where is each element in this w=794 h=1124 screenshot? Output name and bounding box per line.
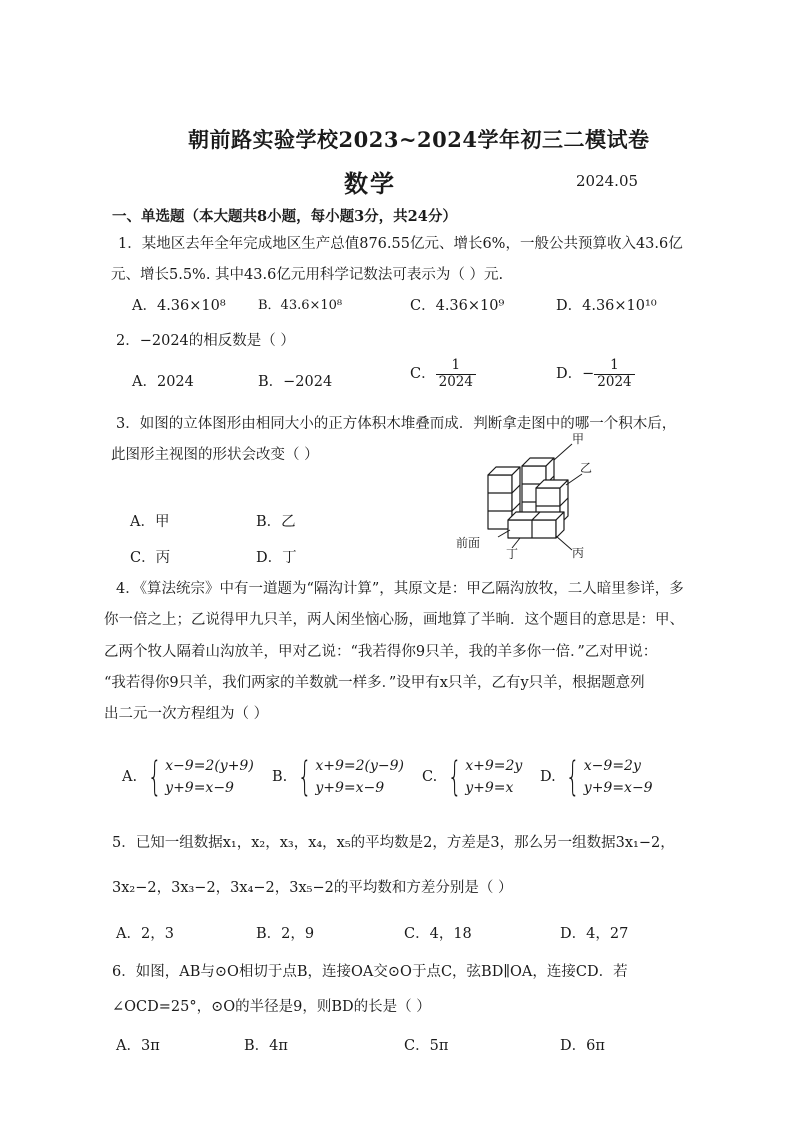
equation-system <box>142 755 254 799</box>
equation-1: x−9=2y <box>583 758 641 774</box>
q3-option-d: D．丁 <box>256 550 297 566</box>
equation-1: x+9=2(y−9) <box>315 758 404 774</box>
q4-option-d <box>540 755 653 799</box>
q2-option-c <box>410 358 476 390</box>
equation-2: y+9=x−9 <box>165 780 234 796</box>
q4-option-c-label: C. <box>422 769 438 785</box>
fig-label-yi: 乙 <box>580 461 593 475</box>
q3-option-a: A．甲 <box>130 514 170 530</box>
q6-option-d: D．6π <box>560 1038 605 1054</box>
q1-line1: 1．某地区去年全年完成地区生产总值876.55亿元、增长6%，一般公共预算收入43.6亿 <box>118 236 683 252</box>
equation-system <box>560 755 652 799</box>
q1-line2: 元、增长5.5%. 其中43.6亿元用科学记数法可表示为（ ）元. <box>111 267 504 283</box>
q2-option-c-fraction <box>436 358 476 390</box>
cube-row-front <box>508 512 564 538</box>
q2-stem: 2．−2024的相反数是（ ） <box>116 333 295 349</box>
fig-label-front: 前面 <box>456 536 481 550</box>
q2-option-d-label: D．− <box>556 366 595 383</box>
equation-system <box>292 755 404 799</box>
q4-line2: 你一倍之上；乙说得甲九只羊，两人闲坐恼心肠，画地算了半晌．这个题目的意思是：甲、 <box>104 612 684 628</box>
q3-option-c: C．丙 <box>130 550 171 566</box>
q4-option-d-label: D. <box>540 769 556 785</box>
q1-option-b: B．43.6×10⁸ <box>258 298 343 313</box>
equation-1: x−9=2(y+9) <box>165 758 254 774</box>
q3-cube-figure <box>440 430 620 565</box>
q2-option-d <box>556 358 635 390</box>
subject-title: 数学 <box>344 169 396 198</box>
exam-date: 2024.05 <box>576 172 639 190</box>
equation-1: x+9=2y <box>465 758 523 774</box>
q5-option-d: D．4，27 <box>560 926 629 942</box>
q2-option-c-label: C． <box>410 366 436 383</box>
q3-option-b: B．乙 <box>256 514 296 530</box>
q1-option-a: A．4.36×10⁸ <box>132 298 226 314</box>
q4-option-c <box>422 755 522 799</box>
q4-option-b <box>272 755 404 799</box>
fraction-denominator: 2024 <box>594 374 634 391</box>
fig-label-jia: 甲 <box>572 432 585 446</box>
exam-title: 朝前路实验学校2023~2024学年初三二模试卷 <box>188 127 650 152</box>
equation-2: y+9=x−9 <box>583 780 653 796</box>
q5-option-a: A．2，3 <box>116 926 174 942</box>
brace-icon: { <box>147 754 162 800</box>
brace-icon: { <box>566 754 581 800</box>
q2-option-d-fraction <box>594 358 634 390</box>
q3-line1: 3．如图的立体图形由相同大小的正方体积木堆叠而成．判断拿走图中的哪一个积木后， <box>116 416 677 432</box>
fraction-numerator: 1 <box>451 357 461 373</box>
fraction-denominator: 2024 <box>436 374 476 391</box>
brace-icon: { <box>297 754 312 800</box>
q1-option-c: C．4.36×10⁹ <box>410 298 505 314</box>
section-heading: 一、单选题（本大题共8小题，每小题3分，共24分） <box>112 208 457 225</box>
q6-line2: ∠OCD=25°，⊙O的半径是9，则BD的长是（ ） <box>112 999 431 1015</box>
q2-option-a: A．2024 <box>132 374 194 390</box>
q4-option-a-label: A. <box>122 769 138 785</box>
q6-option-a: A．3π <box>116 1038 160 1054</box>
q5-option-b: B．2，9 <box>256 926 315 942</box>
q6-option-c: C．5π <box>404 1038 449 1054</box>
q4-line3: 乙两个牧人隔着山沟放羊，甲对乙说：“我若得你9只羊，我的羊多你一倍．”乙对甲说： <box>104 644 658 660</box>
q4-line1: 4．《算法统宗》中有一道题为“隔沟计算”，其原文是：甲乙隔沟放牧，二人暗里参详，多 <box>116 581 684 597</box>
q4-line5: 出二元一次方程组为（ ） <box>104 706 269 722</box>
brace-icon: { <box>447 754 462 800</box>
q4-option-b-label: B. <box>272 769 288 785</box>
equation-2: y+9=x <box>465 780 514 796</box>
q6-line1: 6．如图，AB与⊙O相切于点B，连接OA交⊙O于点C，弦BD∥OA，连接CD．若 <box>112 964 628 980</box>
fig-label-ding: 丁 <box>506 547 519 561</box>
q2-option-b: B．−2024 <box>258 374 333 390</box>
q4-option-a <box>122 755 254 799</box>
q1-option-d: D．4.36×10¹⁰ <box>556 298 657 314</box>
equation-2: y+9=x−9 <box>315 780 385 796</box>
fig-label-bing: 丙 <box>572 546 585 560</box>
q5-line2: 3x₂−2，3x₃−2，3x₄−2，3x₅−2的平均数和方差分别是（ ） <box>112 880 513 896</box>
q5-line1: 5．已知一组数据x₁，x₂，x₃，x₄，x₅的平均数是2，方差是3，那么另一组数据3x₁−2， <box>112 835 675 851</box>
q5-option-c: C．4，18 <box>404 926 472 942</box>
equation-system <box>442 755 523 799</box>
q3-line2: 此图形主视图的形状会改变（ ） <box>111 447 319 463</box>
q6-option-b: B．4π <box>244 1038 288 1054</box>
fraction-numerator: 1 <box>610 357 619 373</box>
q4-line4: “我若得你9只羊，我们两家的羊数就一样多．”设甲有x只羊，乙有y只羊，根据题意列 <box>104 675 645 691</box>
